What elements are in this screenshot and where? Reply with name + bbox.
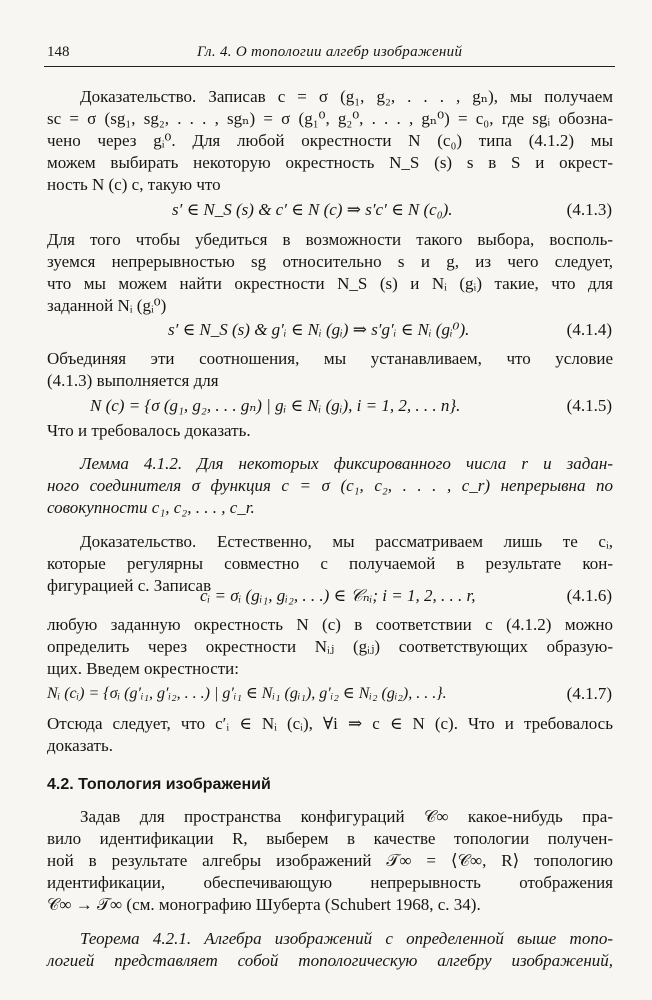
page-number: 148: [47, 44, 70, 60]
equation-4-1-3: s′ ∈ N_S (s) & c′ ∈ N (c) ⇒ s′c′ ∈ N (c₀).: [172, 200, 453, 219]
text-line: доказать.: [47, 736, 113, 755]
header-rule: [44, 66, 615, 67]
running-title: Гл. 4. О топологии алгебр изображений: [197, 44, 463, 60]
text-line: Доказательство. Записав c = σ (g₁, g₂, . . . , gₙ), мы получаем: [80, 87, 613, 106]
text-line: что мы можем найти окрестности N_S (s) и Nᵢ (gᵢ) такие, что для: [47, 274, 613, 293]
text-line: ной в результате алгебры изображений 𝒯∞ = ⟨𝒞∞, R⟩ топологию: [47, 851, 613, 870]
page-header: [47, 44, 615, 66]
text-line: любую заданную окрестность N (c) в соответствии с (4.1.2) можно: [47, 615, 613, 634]
equation-4-1-7: Nᵢ (cᵢ) = {σᵢ (g′ᵢ₁, g′ᵢ₂, . . .) | g′ᵢ₁ ∈ Nᵢ₁ (gᵢ₁), g′ᵢ₂ ∈ Nᵢ₂ (gᵢ₂), . . .}.: [47, 685, 447, 702]
lemma-line: ного соединителя σ функция c = σ (c₁, c₂, . . . , c_r) непрерывна по: [47, 476, 613, 495]
text-line: ность N (c) c, такую что: [47, 175, 221, 194]
text-line: Доказательство. Естественно, мы рассматриваем лишь те cᵢ,: [80, 532, 613, 551]
text-line: идентификации, обеспечивающую непрерывность отображения: [47, 873, 613, 892]
text-line: Задав для пространства конфигураций 𝒞∞ какое-нибудь пра-: [80, 807, 613, 826]
equation-number: (4.1.7): [566, 684, 612, 703]
equation-number: (4.1.6): [566, 586, 612, 605]
text-line: sc = σ (sg₁, sg₂, . . . , sgₙ) = σ (g₁⁰, g₂⁰, . . . , gₙ⁰) = c₀, где sgᵢ обозна-: [47, 109, 613, 128]
text-line: фигурацией c. Записав: [47, 576, 212, 595]
text-line: Объединяя эти соотношения, мы устанавливаем, что условие: [47, 349, 613, 368]
text-line: можем выбирать некоторую окрестность N_S (s) s в S и окрест-: [47, 153, 613, 172]
text-line: Для того чтобы убедиться в возможности такого выбора, восполь-: [47, 230, 613, 249]
equation-number: (4.1.3): [566, 200, 612, 219]
text-line: щих. Введем окрестности:: [47, 659, 239, 678]
text-line: (4.1.3) выполняется для: [47, 371, 219, 390]
theorem-line: Теорема 4.2.1. Алгебра изображений с определенной выше топо-: [80, 929, 613, 948]
theorem-line: логией представляет собой топологическую алгебру изображений,: [47, 951, 613, 970]
section-heading: 4.2. Топология изображений: [47, 776, 271, 793]
equation-number: (4.1.5): [566, 396, 612, 415]
text-line: определить через окрестности Nᵢⱼ (gᵢⱼ) соответствующих образую-: [47, 637, 613, 656]
text-line: вило идентификации R, выберем в качестве топологии получен-: [47, 829, 613, 848]
text-line: зуемся непрерывностью sg относительно s и g, из чего следует,: [47, 252, 613, 271]
text-line: которые регулярны совместно с получаемой в результате кон-: [47, 554, 613, 573]
lemma-line: совокупности c₁, c₂, . . . , c_r.: [47, 498, 255, 517]
text-line: Что и требовалось доказать.: [47, 421, 251, 440]
equation-number: (4.1.4): [566, 320, 612, 339]
equation-4-1-5: N (c) = {σ (g₁, g₂, . . . gₙ) | gᵢ ∈ Nᵢ (gᵢ), i = 1, 2, . . . n}.: [90, 396, 461, 415]
lemma-line: Лемма 4.1.2. Для некоторых фиксированного числа r и задан-: [80, 454, 613, 473]
text-line: чено через gᵢ⁰. Для любой окрестности N (c₀) типа (4.1.2) мы: [47, 131, 613, 150]
equation-4-1-6: cᵢ = σᵢ (gᵢ₁, gᵢ₂, . . .) ∈ 𝒞ₙᵢ; i = 1, 2, . . . r,: [200, 586, 476, 605]
text-line: заданной Nᵢ (gᵢ⁰): [47, 296, 167, 315]
text-line: Отсюда следует, что c′ᵢ ∈ Nᵢ (cᵢ), ∀i ⇒ c ∈ N (c). Что и требовалось: [47, 714, 613, 733]
equation-4-1-4: s′ ∈ N_S (s) & g′ᵢ ∈ Nᵢ (gᵢ) ⇒ s′g′ᵢ ∈ Nᵢ (gᵢ⁰).: [168, 320, 470, 339]
text-line: 𝒞∞ → 𝒯∞ (см. монографию Шуберта (Schubert 1968, с. 34).: [47, 895, 481, 914]
